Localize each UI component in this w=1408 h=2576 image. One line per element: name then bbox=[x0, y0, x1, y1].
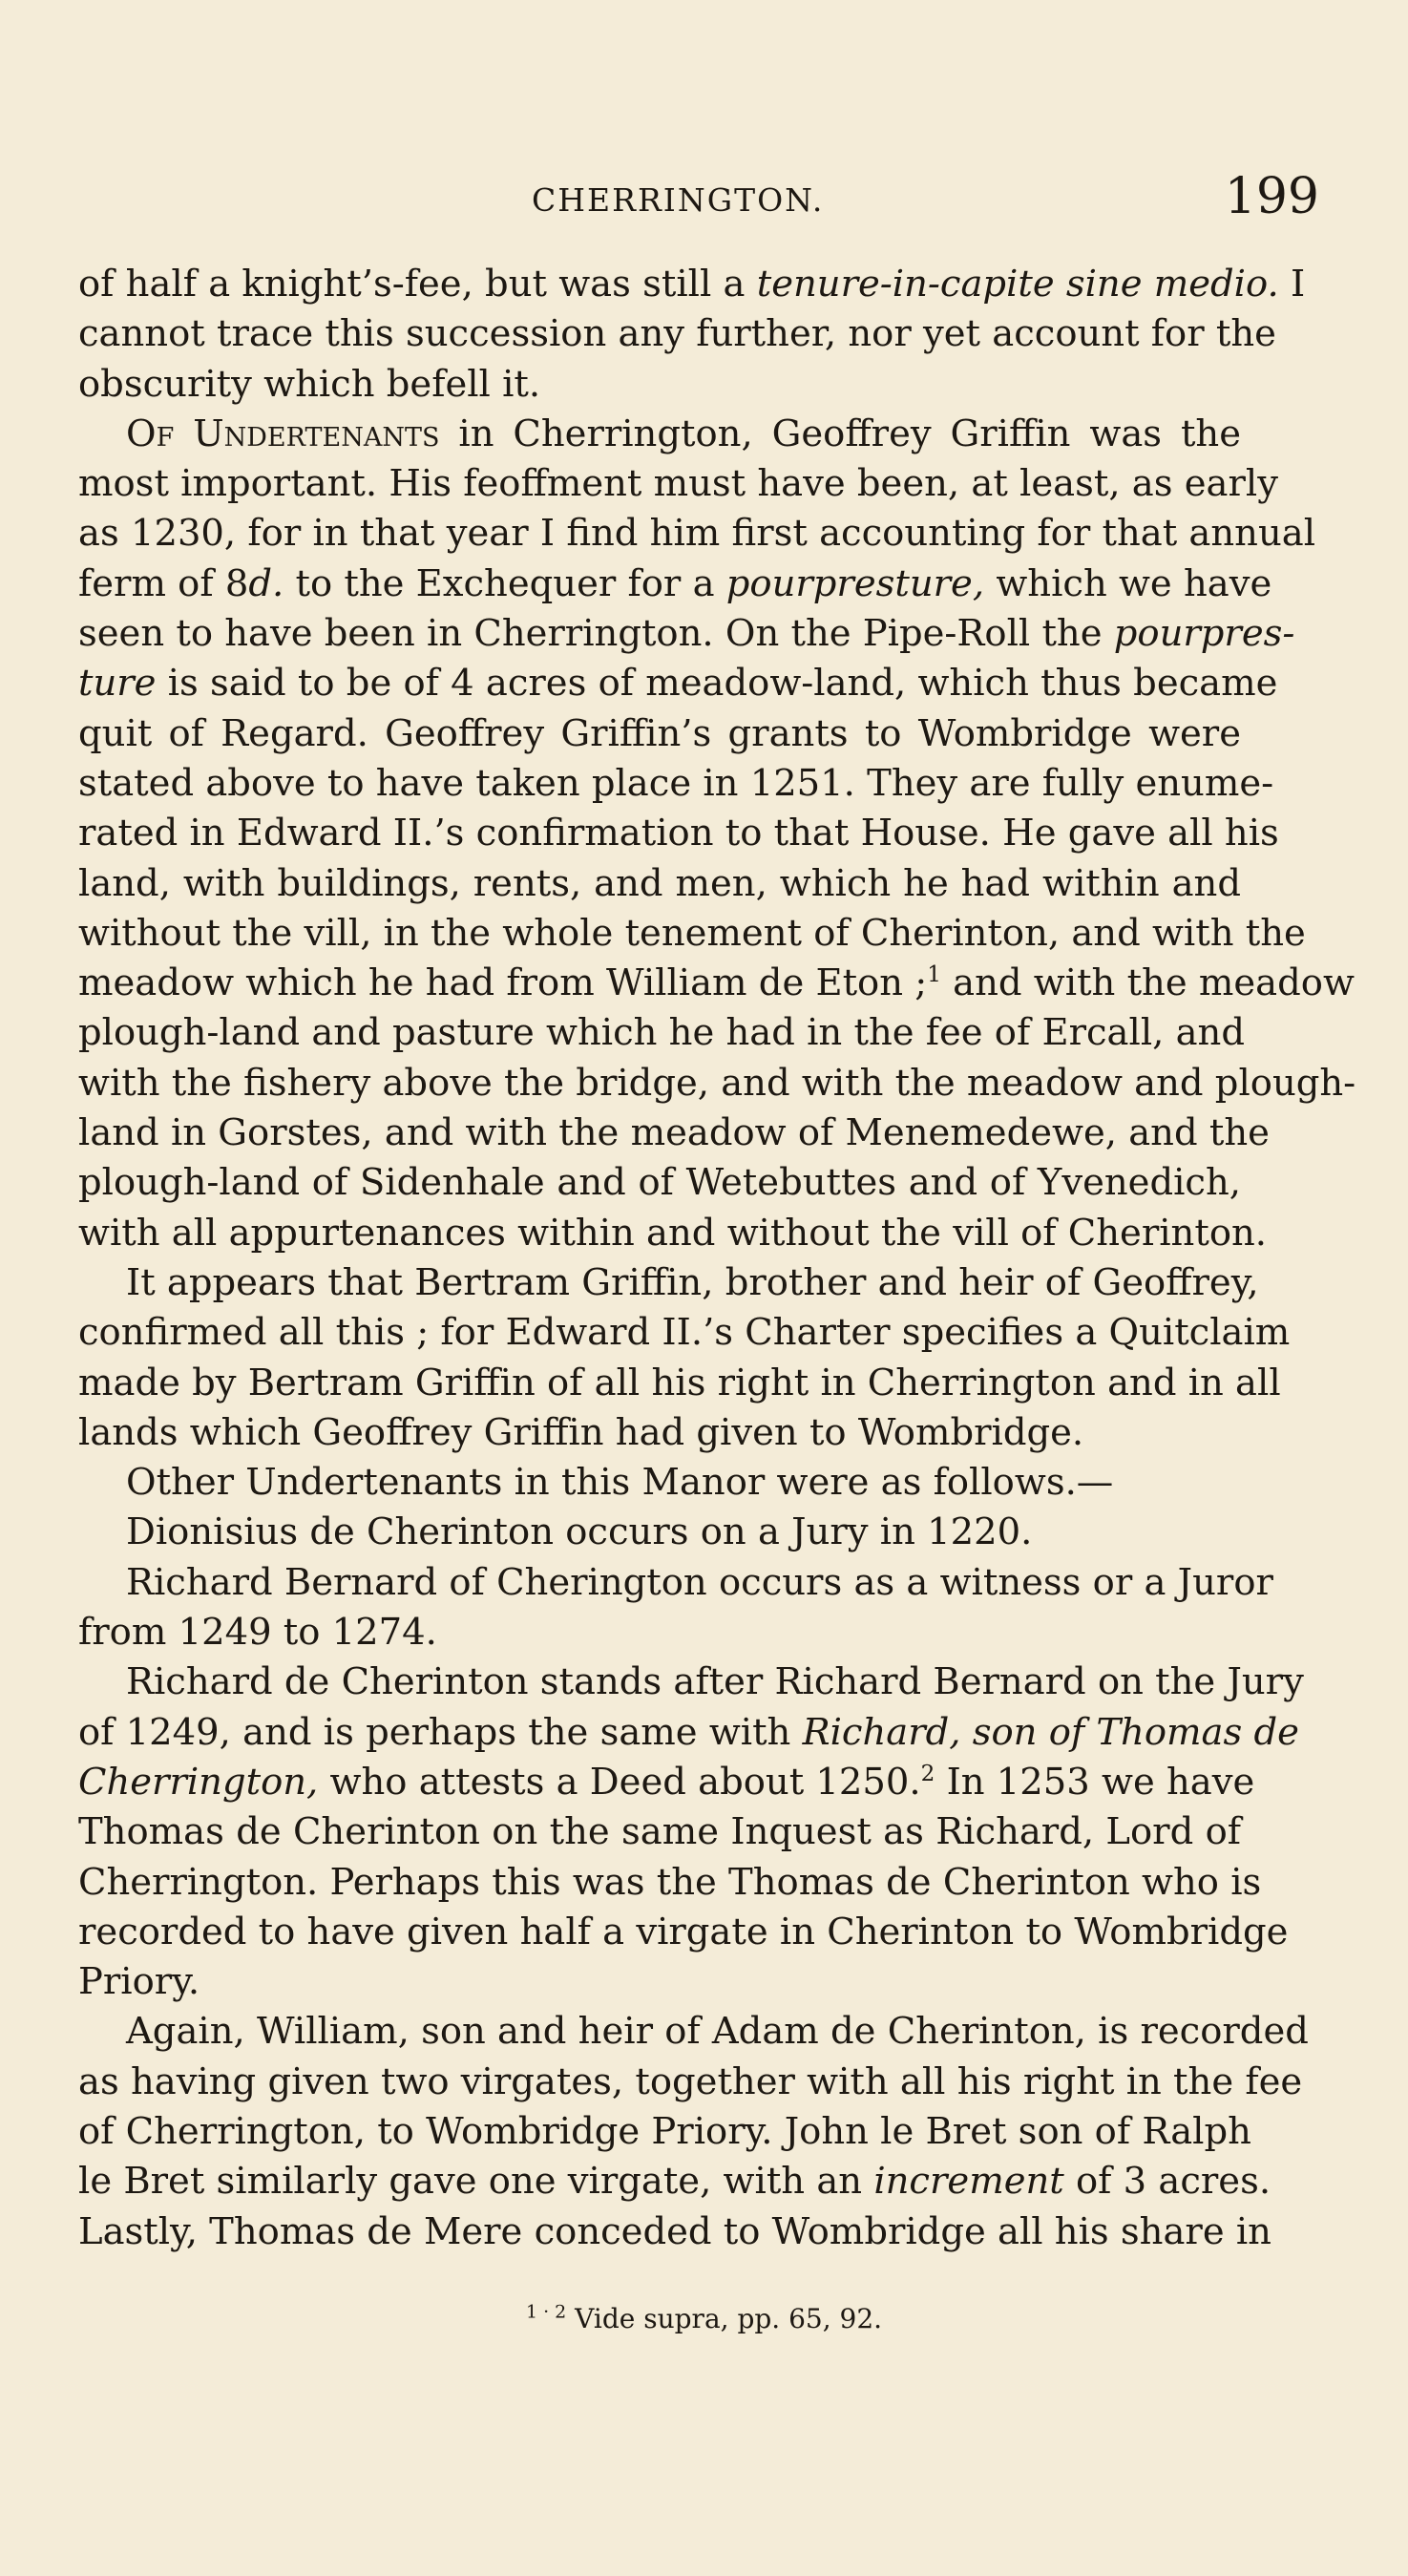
text-line bbox=[78, 1308, 1291, 1358]
text-line bbox=[78, 1458, 1241, 1508]
text-run: Priory. bbox=[78, 1960, 200, 2004]
text-run: le Bret similarly gave one virgate, with an bbox=[78, 2160, 874, 2204]
text-run: Thomas de Cherinton on the same Inquest as Richard, Lord of bbox=[78, 1810, 1241, 1854]
text-run: made by Bertram Griffin of all his right in Cherrington and in all bbox=[78, 1361, 1281, 1404]
text-run: Of Undertenants bbox=[126, 412, 440, 455]
text-run: Cherrington. Perhaps this was the Thomas de Cherinton who is bbox=[78, 1860, 1262, 1904]
text-run: as having given two virgates, together with all his right in the fee bbox=[78, 2059, 1303, 2103]
text-line bbox=[78, 1359, 1281, 1408]
text-run: of half a knight’s-fee, but was still a bbox=[78, 263, 757, 306]
text-line bbox=[78, 1408, 1241, 1458]
text-run: d. bbox=[248, 561, 284, 605]
text-line bbox=[78, 2107, 1251, 2157]
text-line bbox=[78, 1708, 1299, 1758]
text-line bbox=[78, 2058, 1303, 2107]
text-run: with all appurtenances within and without the vill of Cherinton. bbox=[78, 1211, 1268, 1255]
text-run: of 3 acres. bbox=[1063, 2160, 1271, 2204]
text-run: It appears that Bertram Griffin, brother and heir of Geoffrey, bbox=[126, 1260, 1259, 1304]
text-run: plough-land of Sidenhale and of Wetebuttes and of Yvenedich, bbox=[78, 1161, 1241, 1205]
body-text bbox=[78, 260, 1356, 2257]
text-line bbox=[78, 1957, 1241, 2007]
footnote-text: Vide supra, pp. 65, 92. bbox=[575, 2303, 883, 2334]
text-run: of 1249, and is perhaps the same with bbox=[78, 1710, 803, 1754]
text-run: pourpres- bbox=[1113, 612, 1295, 656]
text-line bbox=[78, 709, 1241, 759]
text-line bbox=[78, 959, 1355, 1008]
text-line bbox=[78, 1608, 1241, 1658]
text-run: I bbox=[1278, 263, 1306, 306]
text-run: in Cherrington, Geoffrey Griffin was the bbox=[439, 412, 1241, 455]
text-line bbox=[78, 1059, 1356, 1109]
running-title: CHERRINGTON. bbox=[532, 181, 825, 219]
text-run: meadow which he had from William de Eton ; bbox=[78, 961, 928, 1005]
text-line bbox=[78, 1558, 1273, 1608]
text-line bbox=[78, 360, 1241, 410]
text-line bbox=[78, 1858, 1262, 1908]
text-line bbox=[78, 609, 1295, 659]
footnote-ref: 2 bbox=[920, 1762, 935, 1787]
text-line bbox=[78, 1508, 1241, 1557]
text-run: rated in Edward II.’s confirmation to that House. He gave all his bbox=[78, 812, 1279, 855]
text-line bbox=[78, 410, 1241, 459]
footnote-marks: 1 · 2 bbox=[525, 2301, 567, 2323]
text-line bbox=[78, 2207, 1271, 2257]
text-line bbox=[78, 909, 1306, 959]
text-line bbox=[78, 1658, 1304, 1707]
text-run: plough-land and pasture which he had in the fee of Ercall, and bbox=[78, 1011, 1245, 1055]
text-line bbox=[78, 309, 1276, 359]
text-run: ture bbox=[78, 662, 157, 706]
text-line bbox=[78, 859, 1241, 909]
text-line bbox=[78, 1158, 1241, 1208]
text-run: Again, William, son and heir of Adam de Cherinton, is recorded bbox=[126, 2010, 1309, 2054]
text-run: most important. His feoffment must have been, at least, as early bbox=[78, 462, 1278, 506]
text-line bbox=[78, 1908, 1289, 1957]
text-line bbox=[78, 2007, 1309, 2057]
text-run: Richard de Cherinton stands after Richard Bernard on the Jury bbox=[126, 1660, 1304, 1704]
text-line bbox=[78, 759, 1274, 809]
text-run: ferm of 8 bbox=[78, 561, 249, 605]
footnote-ref: 1 bbox=[927, 962, 941, 988]
text-line bbox=[78, 1758, 1255, 1807]
footnote bbox=[0, 2303, 1408, 2334]
text-run: Richard Bernard of Cherington occurs as a witness or a Juror bbox=[126, 1560, 1273, 1604]
text-run: with the fishery above the bridge, and with the meadow and plough- bbox=[78, 1061, 1356, 1105]
text-run: cannot trace this succession any further, nor yet account for the bbox=[78, 312, 1276, 356]
text-run: to the Exchequer for a bbox=[284, 561, 726, 605]
text-line bbox=[78, 560, 1272, 609]
text-run: is said to be of 4 acres of meadow-land, which thus became bbox=[156, 662, 1278, 706]
text-run: who attests a Deed about 1250. bbox=[318, 1760, 921, 1804]
text-line bbox=[78, 509, 1316, 559]
text-line bbox=[78, 1209, 1268, 1258]
text-run: quit of Regard. Geoffrey Griffin’s grants to Wombridge were bbox=[78, 711, 1241, 755]
text-run: confirmed all this ; for Edward II.’s Charter specifies a Quitclaim bbox=[78, 1311, 1291, 1355]
text-run: land, with buildings, rents, and men, which he had within and bbox=[78, 861, 1241, 905]
text-run: increment bbox=[873, 2160, 1064, 2204]
text-run: from 1249 to 1274. bbox=[78, 1611, 437, 1655]
text-run: land in Gorstes, and with the meadow of Menemedewe, and the bbox=[78, 1111, 1270, 1155]
text-line bbox=[78, 1008, 1245, 1058]
text-run: stated above to have taken place in 1251. They are fully enume- bbox=[78, 761, 1274, 805]
text-run: as 1230, for in that year I find him first accounting for that annual bbox=[78, 512, 1316, 556]
text-run: Cherrington, bbox=[78, 1760, 319, 1804]
text-line bbox=[78, 260, 1306, 309]
text-run: pourpresture, bbox=[725, 561, 985, 605]
text-line bbox=[78, 659, 1278, 708]
text-run: In 1253 we have bbox=[935, 1760, 1255, 1804]
text-line bbox=[78, 809, 1279, 858]
text-run: which we have bbox=[984, 561, 1272, 605]
text-run: obscurity which befell it. bbox=[78, 362, 541, 406]
text-run: recorded to have given half a virgate in Cherinton to Wombridge bbox=[78, 1910, 1289, 1953]
text-line bbox=[78, 459, 1278, 509]
text-line bbox=[78, 1258, 1259, 1308]
text-run: and with the meadow bbox=[940, 961, 1355, 1005]
text-run: without the vill, in the whole tenement of Cherinton, and with the bbox=[78, 911, 1306, 955]
text-run: lands which Geoffrey Griffin had given to Wombridge. bbox=[78, 1410, 1084, 1454]
text-line bbox=[78, 1807, 1241, 1857]
text-line bbox=[78, 1109, 1270, 1158]
page-header bbox=[78, 168, 1319, 231]
text-run: Richard, son of Thomas de bbox=[802, 1710, 1299, 1754]
page-number: 199 bbox=[1224, 168, 1319, 225]
text-run: Dionisius de Cherinton occurs on a Jury in 1220. bbox=[126, 1510, 1033, 1554]
text-line bbox=[78, 2157, 1271, 2206]
text-run: seen to have been in Cherrington. On the Pipe-Roll the bbox=[78, 612, 1114, 656]
text-run: tenure-in-capite sine medio. bbox=[756, 263, 1279, 306]
text-run: of Cherrington, to Wombridge Priory. John le Bret son of Ralph bbox=[78, 2109, 1251, 2153]
text-run: Lastly, Thomas de Mere conceded to Wombridge all his share in bbox=[78, 2209, 1271, 2253]
text-run: Other Undertenants in this Manor were as follows.— bbox=[126, 1461, 1114, 1505]
